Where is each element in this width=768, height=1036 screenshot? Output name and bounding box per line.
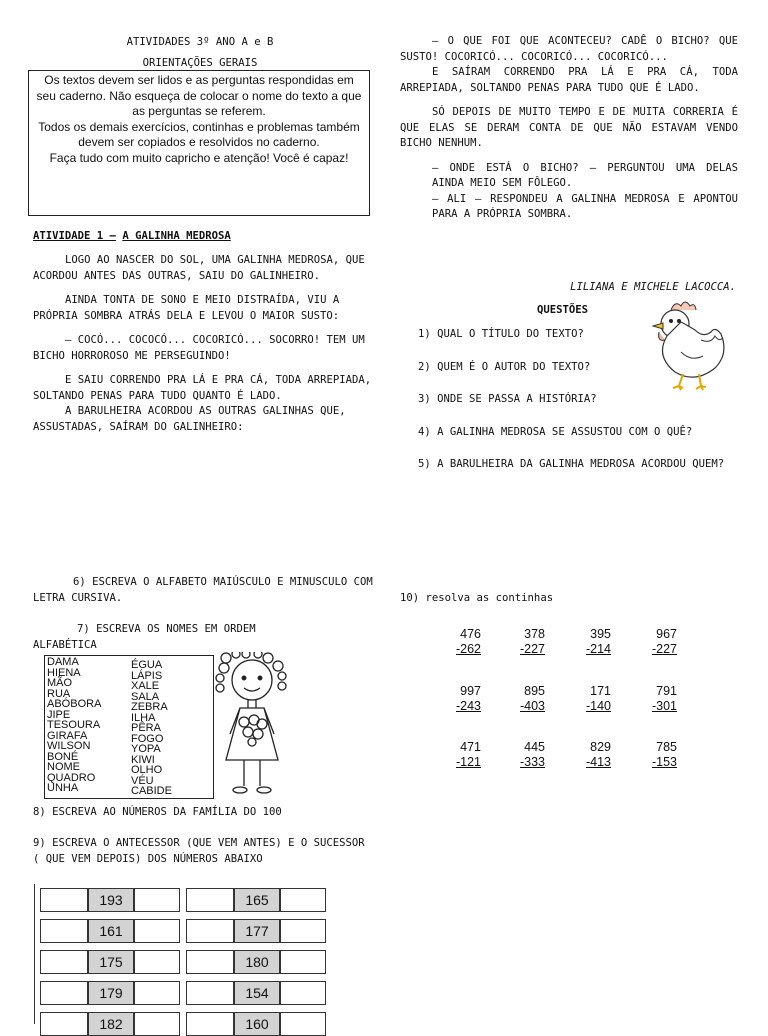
antecessor-blank <box>186 981 234 1005</box>
number-cell: 193 <box>88 888 134 912</box>
story-paragraph: AINDA TONTA DE SONO E MEIO DISTRAÍDA, VIU A PRÓPRIA SOMBRA ATRÁS DELA E LEVOU O MAIOR SUSTO: <box>33 294 340 322</box>
subtraction-problem <box>505 684 545 714</box>
story-left-column <box>33 253 373 435</box>
question-item: 1) QUAL O TÍTULO DO TEXTO? <box>418 328 584 340</box>
story-paragraph: – O QUE FOI QUE ACONTECEU? CADÊ O BICHO? QUE SUSTO! COCORICÓ... COCORICÓ... COCORICÓ... <box>400 35 738 63</box>
question-item: 3) ONDE SE PASSA A HISTÓRIA? <box>418 393 597 405</box>
subtraction-problem <box>441 627 481 657</box>
atividade1-heading <box>33 230 231 242</box>
word-item: DAMA <box>47 656 79 668</box>
number-cell: 179 <box>88 981 134 1005</box>
sucessor-blank <box>134 950 180 974</box>
story-paragraph: – COCÓ... COCOCÓ... COCORICÓ... SOCORRO! TEM UM BICHO HORROROSO ME PERSEGUINDO! <box>33 334 365 362</box>
word-item: SALA <box>131 690 160 703</box>
antecessor-blank <box>186 1012 234 1036</box>
atividade1-title: A GALINHA MEDROSA <box>122 230 231 242</box>
number-row-right <box>186 919 326 943</box>
number-row-right <box>186 888 326 912</box>
subtraction-problem <box>505 740 545 770</box>
word-item: LÁPIS <box>131 669 163 682</box>
minuend: 445 <box>524 740 545 754</box>
sucessor-blank <box>280 950 326 974</box>
atividade6-label: 6) ESCREVA O ALFABETO MAIÚSCULO E MINUSCULO COM LETRA CURSIVA. <box>33 576 373 604</box>
minuend: 829 <box>590 740 611 754</box>
antecessor-blank <box>186 950 234 974</box>
atividade7-label: 7) ESCREVA OS NOMES EM ORDEM ALFABÉTICA <box>33 623 256 651</box>
antecessor-blank <box>186 919 234 943</box>
minuend: 378 <box>524 627 545 641</box>
number-row-left <box>40 919 180 943</box>
questions-title: QUESTÕES <box>537 304 589 316</box>
subtrahend: -121 <box>455 755 481 769</box>
word-item: FOGO <box>131 732 164 745</box>
orientacoes-box <box>28 70 370 216</box>
word-item: YOPA <box>131 743 161 755</box>
atividade9-text: 9) ESCREVA O ANTECESSOR (QUE VEM ANTES) E O SUCESSOR ( QUE VEM DEPOIS) DOS NÚMEROS ABAIXO <box>33 837 365 865</box>
number-cell: 175 <box>88 950 134 974</box>
page-subtitle: ORIENTAÇÕES GERAIS <box>142 57 258 69</box>
number-row-right <box>186 1012 326 1036</box>
word-item: CABIDE <box>131 785 172 797</box>
story-paragraph: E SAIU CORRENDO PRA LÁ E PRA CÁ, TODA ARREPIADA, SOLTANDO PENAS PARA TUDO QUANTO É LADO. <box>33 374 372 402</box>
word-item: ÉGUA <box>131 659 163 671</box>
sucessor-blank <box>280 1012 326 1036</box>
sucessor-blank <box>280 919 326 943</box>
subtraction-problem <box>441 740 481 770</box>
word-column-2 <box>131 660 172 797</box>
word-item: ILHA <box>131 711 156 724</box>
word-item: RUA <box>47 687 71 700</box>
number-row-left <box>40 888 180 912</box>
sucessor-blank <box>134 888 180 912</box>
word-item: MÃO <box>47 677 73 689</box>
subtrahend: -140 <box>585 699 611 713</box>
story-paragraph: E SAÍRAM CORRENDO PRA LÁ E PRA CÁ, TODA ARREPIADA, SOLTANDO PENAS PARA TUDO QUE É LADO. <box>400 66 738 94</box>
orientacoes-line-2: Todos os demais exercícios, continhas e problemas também devem ser copiados e resolvidos no caderno. <box>38 119 360 149</box>
sucessor-blank <box>280 888 326 912</box>
story-paragraph: LOGO AO NASCER DO SOL, UMA GALINHA MEDROSA, QUE ACORDOU ANTES DAS OUTRAS, SAIU DO GALINHEIRO. <box>33 254 365 282</box>
story-paragraph: – ALI – RESPONDEU A GALINHA MEDROSA E APONTOU PARA A PRÓPRIA SOMBRA. <box>432 192 738 220</box>
story-right-column <box>400 34 738 223</box>
atividade6-text <box>33 575 373 606</box>
word-item: JIPE <box>47 708 71 721</box>
question-item: 4) A GALINHA MEDROSA SE ASSUSTOU COM O QUÊ? <box>418 425 693 438</box>
question-item: 2) QUEM É O AUTOR DO TEXTO? <box>418 360 591 373</box>
antecessor-blank <box>186 888 234 912</box>
subtraction-problem <box>571 684 611 714</box>
minuend: 471 <box>460 740 481 754</box>
number-cell: 182 <box>88 1012 134 1036</box>
word-item: NOME <box>47 761 80 773</box>
subtraction-problem <box>505 627 545 657</box>
story-paragraph: SÓ DEPOIS DE MUITO TEMPO E DE MUITA CORRERIA É QUE ELAS SE DERAM CONTA DE QUE NÃO ESTAVAM VENDO BICHO NENHUM. <box>400 106 738 149</box>
subtrahend: -243 <box>455 699 481 713</box>
number-cell: 160 <box>234 1012 280 1036</box>
word-item: KIWI <box>131 753 155 766</box>
word-item: TESOURA <box>47 719 101 731</box>
story-paragraph: – ONDE ESTÁ O BICHO? – PERGUNTOU UMA DELAS AINDA MEIO SEM FÔLEGO. <box>432 161 738 189</box>
subtraction-problem <box>637 740 677 770</box>
atividade1-label: ATIVIDADE 1 – <box>33 230 116 242</box>
word-item: GIRAFA <box>47 729 88 742</box>
word-item: VÉU <box>131 774 154 787</box>
sucessor-blank <box>134 1012 180 1036</box>
word-item: UNHA <box>47 782 79 794</box>
number-cell: 161 <box>88 919 134 943</box>
word-item: PÊRA <box>131 722 161 734</box>
number-cell: 177 <box>234 919 280 943</box>
antecessor-blank <box>40 1012 88 1036</box>
number-cell: 180 <box>234 950 280 974</box>
subtraction-problem <box>571 740 611 770</box>
orientacoes-line-3: Faça tudo com muito capricho e atenção! Você é capaz! <box>49 150 349 165</box>
number-row-left <box>40 981 180 1005</box>
subtraction-problem <box>637 684 677 714</box>
antecessor-blank <box>40 919 88 943</box>
minuend: 476 <box>460 627 481 641</box>
sucessor-blank <box>134 981 180 1005</box>
subtraction-problem <box>637 627 677 657</box>
subtrahend: -333 <box>519 755 545 769</box>
word-item: HIENA <box>47 666 81 679</box>
number-row-left <box>40 1012 180 1036</box>
table-edge <box>34 884 35 1024</box>
word-item: QUADRO <box>47 771 96 784</box>
minuend: 171 <box>590 684 611 698</box>
minuend: 785 <box>656 740 677 754</box>
question-item: 5) A BARULHEIRA DA GALINHA MEDROSA ACORDOU QUEM? <box>418 458 725 470</box>
antecessor-blank <box>40 981 88 1005</box>
minuend: 967 <box>656 627 677 641</box>
subtrahend: -301 <box>651 699 677 713</box>
minuend: 997 <box>460 684 481 698</box>
antecessor-blank <box>40 950 88 974</box>
story-paragraph: A BARULHEIRA ACORDOU AS OUTRAS GALINHAS QUE, ASSUSTADAS, SAÍRAM DO GALINHEIRO: <box>33 405 346 433</box>
number-row-right <box>186 981 326 1005</box>
minuend: 895 <box>524 684 545 698</box>
subtrahend: -153 <box>651 755 677 769</box>
subtrahend: -413 <box>585 755 611 769</box>
number-cell: 165 <box>234 888 280 912</box>
orientacoes-line-1: Os textos devem ser lidos e as perguntas respondidas em seu caderno. Não esqueça de colocar o nome do texto a que as perguntas se referem. <box>36 73 362 118</box>
chicken-icon <box>645 296 737 392</box>
word-item: ABÓBORA <box>47 698 102 710</box>
number-row-left <box>40 950 180 974</box>
subtrahend: -227 <box>519 642 545 656</box>
girl-icon <box>214 652 290 802</box>
number-row-right <box>186 950 326 974</box>
word-item: XALE <box>131 680 160 692</box>
sucessor-blank <box>134 919 180 943</box>
word-item: ZEBRA <box>131 701 168 713</box>
subtraction-problem <box>441 684 481 714</box>
atividade7-title <box>33 622 323 653</box>
minuend: 791 <box>656 684 677 698</box>
antecessor-blank <box>40 888 88 912</box>
number-cell: 154 <box>234 981 280 1005</box>
atividade8-text: 8) ESCREVA AO NÚMEROS DA FAMÍLIA DO 100 <box>33 806 282 818</box>
subtrahend: -262 <box>455 642 481 656</box>
page-title: ATIVIDADES 3º ANO A e B <box>126 36 274 48</box>
word-item: OLHO <box>131 764 163 776</box>
subtrahend: -227 <box>651 642 677 656</box>
word-item: WILSON <box>47 740 91 752</box>
subtraction-problem <box>571 627 611 657</box>
sucessor-blank <box>280 981 326 1005</box>
subtrahend: -214 <box>585 642 611 656</box>
atividade10-title: 10) resolva as continhas <box>400 592 554 604</box>
word-item: BONÉ <box>47 750 79 763</box>
minuend: 395 <box>590 627 611 641</box>
subtrahend: -403 <box>519 699 545 713</box>
story-author: LILIANA E MICHELE LACOCCA. <box>570 281 736 293</box>
word-column-1 <box>47 657 101 794</box>
